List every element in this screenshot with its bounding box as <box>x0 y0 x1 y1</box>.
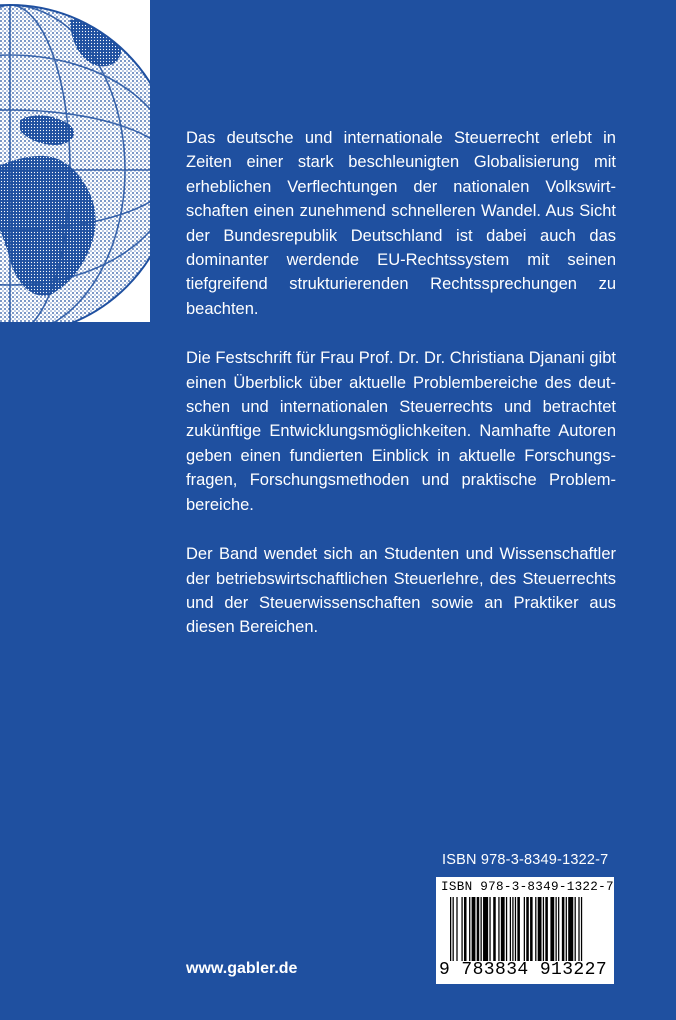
description-paragraph-2: Die Festschrift für Frau Prof. Dr. Dr. Christiana Djanani gibt einen Überblick über aktuelle Problembereiche des deutschen und internationalen Steuerrechts und betrachtet zukünftige Entwicklungsmöglichkeiten. Namhafte Autoren geben einen fundierten Einblick in aktuelle Forschungsfragen, Forschungsmethoden und praktische Problembereiche. <box>186 349 616 514</box>
barcode-bar <box>558 897 559 961</box>
barcode-bar <box>472 897 476 961</box>
barcode-bar <box>566 897 567 961</box>
barcode-bar <box>526 897 529 961</box>
barcode-isbn-label: ISBN 978-3-8349-1322-7 <box>441 880 614 894</box>
barcode-bar <box>450 897 451 961</box>
barcode-digits: 9 783834 913227 <box>439 960 608 980</box>
barcode-bar <box>456 897 457 961</box>
barcode-bar <box>464 897 467 961</box>
barcode-bar <box>575 897 576 961</box>
barcode-bar <box>453 897 454 961</box>
barcode-bar <box>477 897 480 961</box>
barcode-bar <box>530 897 533 961</box>
barcode-bar <box>568 897 573 961</box>
barcode-bar <box>524 897 525 961</box>
description-paragraph-1: Das deutsche und internationale Steuerrecht erlebt in Zeiten einer stark beschleunigten Globalisierung mit erheblichen Verflechtungen der nationalen Volkswirtschaften einen zunehmend schnelleren Wandel. Aus Sicht der Bundesrepublik Deutschland ist dabei auch das dominanter werdende EU-Rechtssystem mit seinen tiefgreifend strukturierenden Rechtssprechungen zu beachten. <box>186 129 616 318</box>
barcode-bar <box>517 897 520 961</box>
barcode-bar <box>581 897 582 961</box>
barcode-bar <box>501 897 505 961</box>
barcode-bar <box>493 897 496 961</box>
barcode-bar <box>489 897 490 961</box>
description-text <box>186 126 616 665</box>
barcode-bar <box>545 897 548 961</box>
barcode-bar <box>515 897 516 961</box>
barcode-bar <box>506 897 507 961</box>
barcode-bar <box>538 897 542 961</box>
barcode-bar <box>469 897 470 961</box>
globe-illustration-icon <box>0 0 150 322</box>
barcode-icon <box>436 877 614 984</box>
barcode-bar <box>543 897 544 961</box>
barcode-bar <box>555 897 556 961</box>
barcode-bar <box>535 897 536 961</box>
barcode-bar <box>461 897 462 961</box>
barcode-bar <box>550 897 554 961</box>
barcode-bar <box>578 897 579 961</box>
barcode-bar <box>562 897 565 961</box>
barcode-bar <box>498 897 499 961</box>
publisher-website: www.gabler.de <box>186 960 298 977</box>
barcode-bar <box>483 897 488 961</box>
barcode-bar <box>512 897 513 961</box>
isbn-label: ISBN 978-3-8349-1322-7 <box>442 852 609 868</box>
description-paragraph-3: Der Band wendet sich an Studenten und Wissenschaftler der betriebswirtschaftlichen Steuerlehre, des Steuerrechts und der Steuerwissenschaften sowie an Praktiker aus diesen Bereichen. <box>186 545 616 637</box>
barcode-bar <box>510 897 511 961</box>
barcode-bar <box>481 897 482 961</box>
